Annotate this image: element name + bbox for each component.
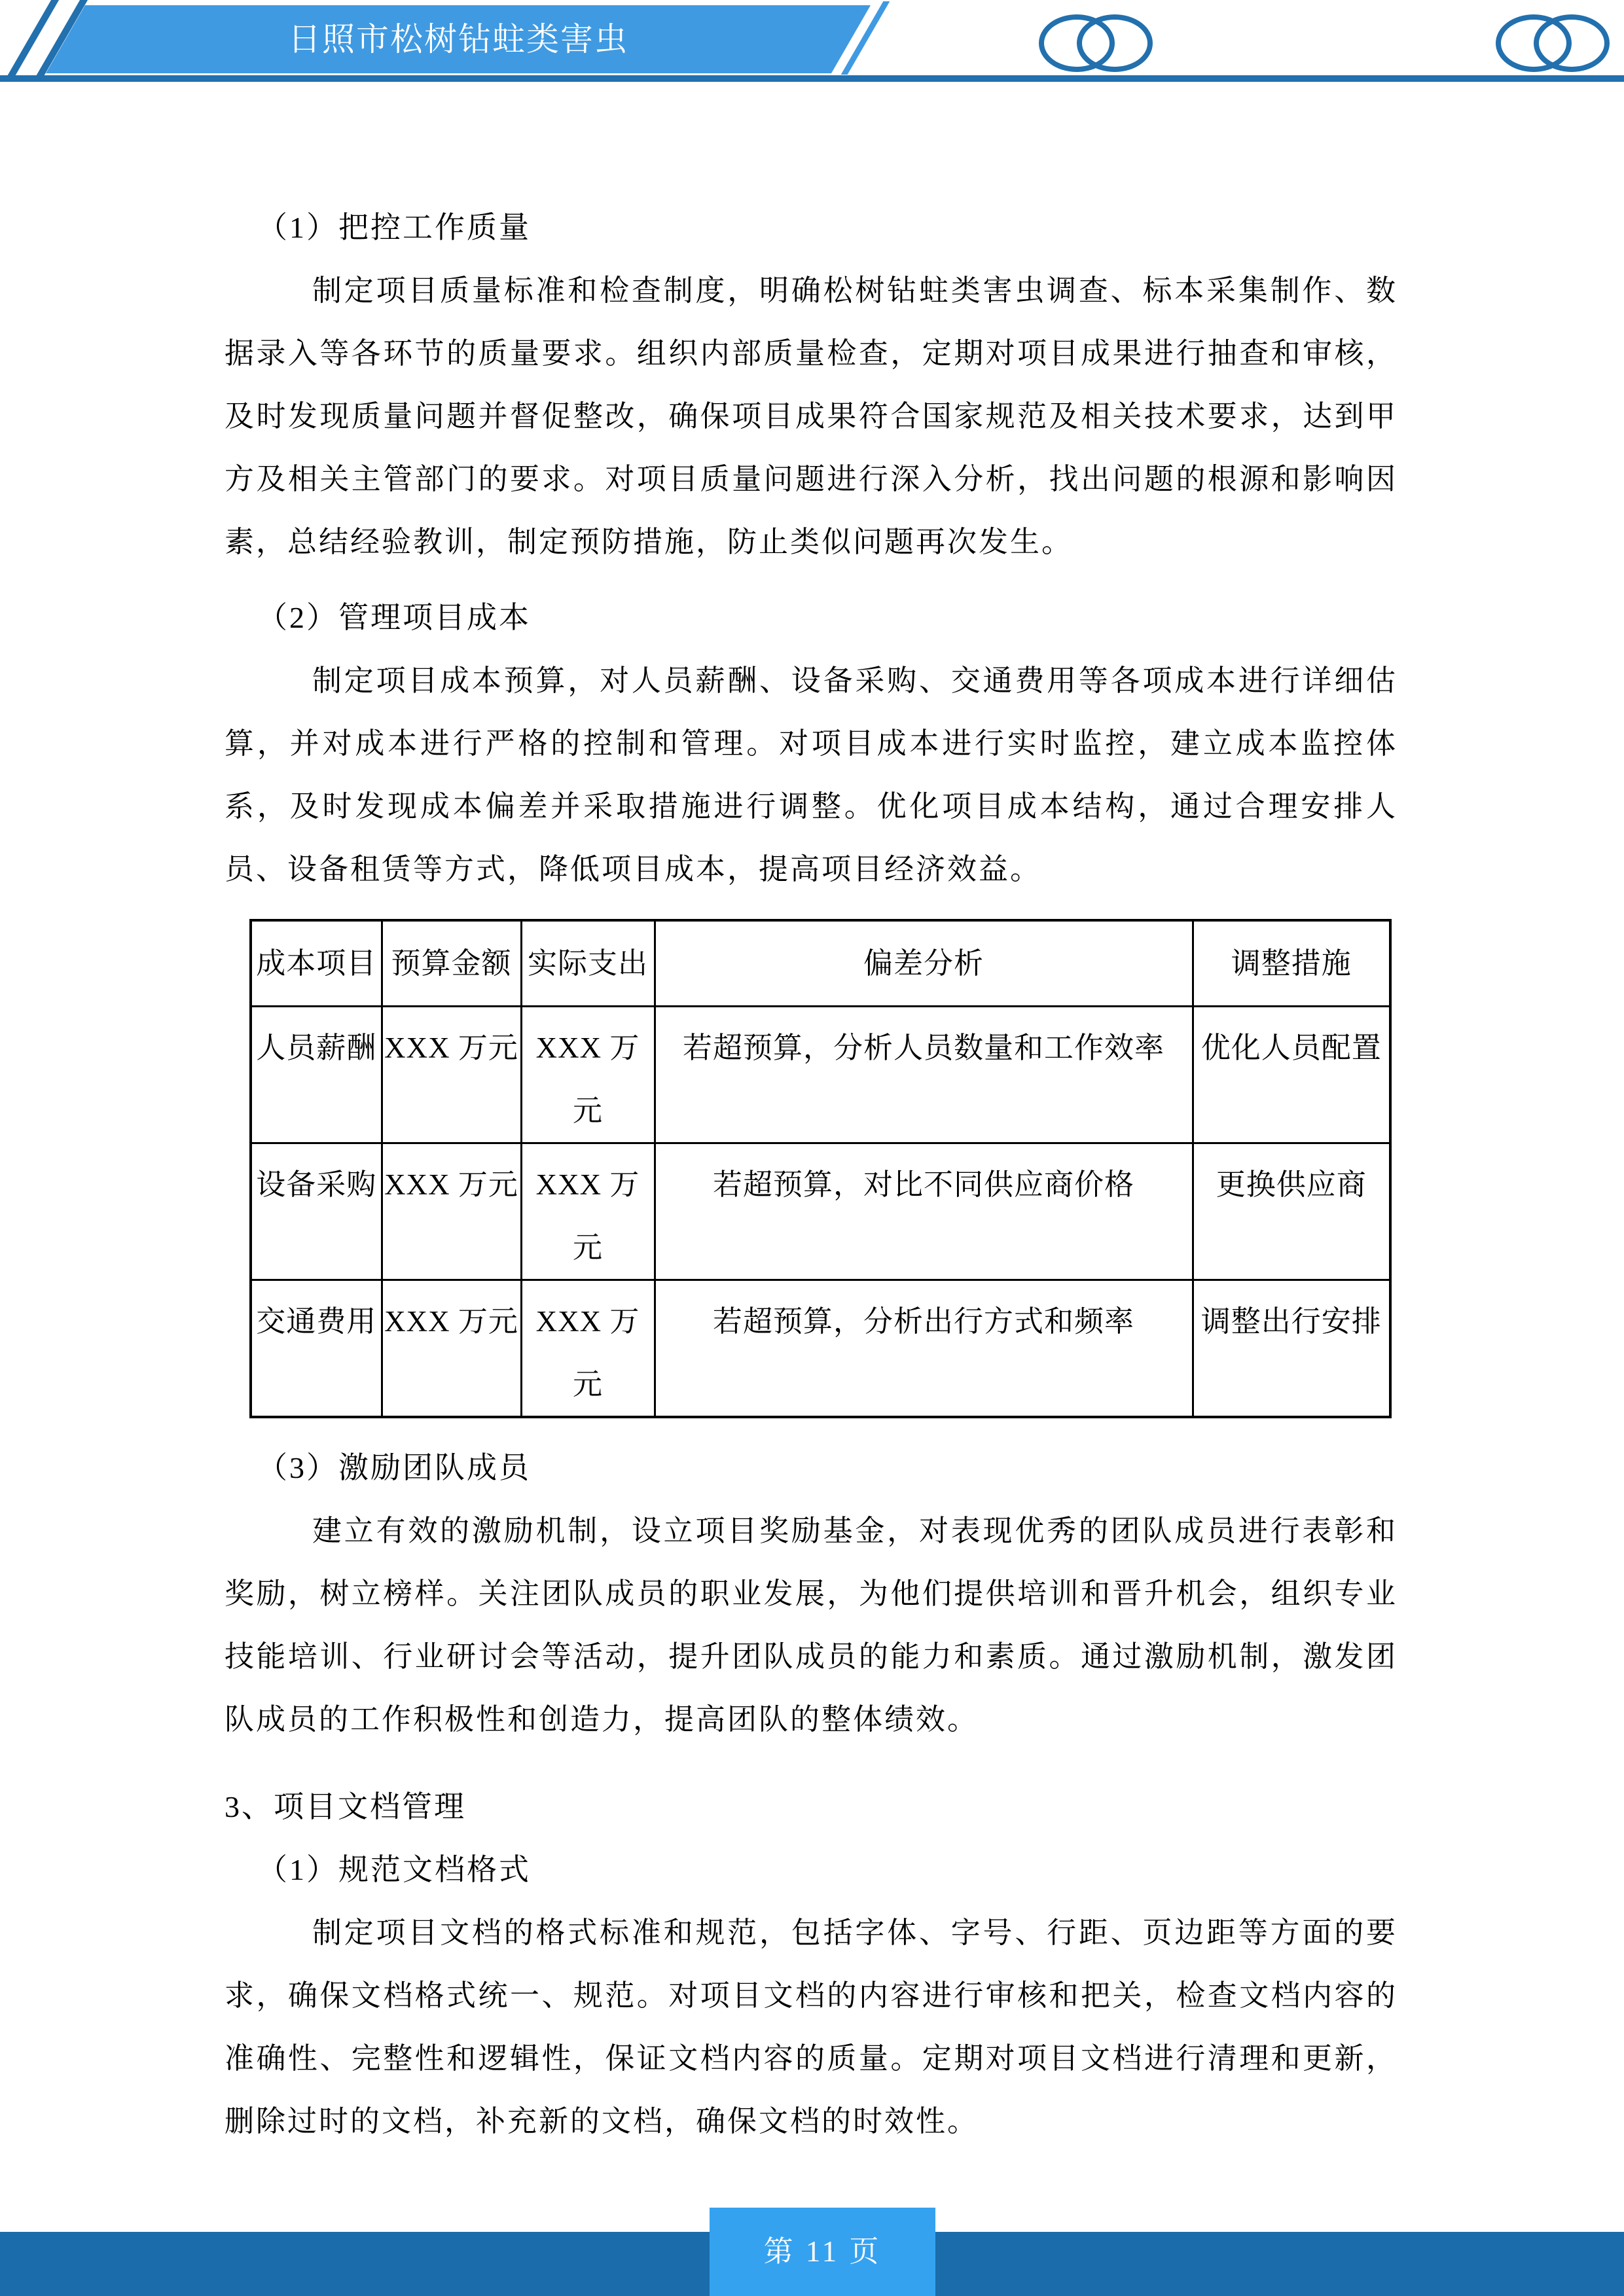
page-number-badge xyxy=(710,2208,935,2296)
section-heading-incentive: （3）激励团队成员 xyxy=(257,1451,531,1484)
table-row xyxy=(251,1143,1390,1280)
table-cell: 调整出行安排 xyxy=(1193,1280,1390,1418)
section-heading-cost: （2）管理项目成本 xyxy=(257,601,531,634)
table-cell: XXX 万元 xyxy=(382,1280,521,1418)
interlocking-rings-icon xyxy=(1496,14,1610,72)
section-heading-quality: （1）把控工作质量 xyxy=(257,211,531,244)
table-header-cell: 预算金额 xyxy=(382,920,521,1007)
table-cell: 若超预算，分析人员数量和工作效率 xyxy=(655,1007,1193,1143)
table-cell: XXX 万元 xyxy=(521,1007,655,1143)
page-number: 第 11 页 xyxy=(763,2235,882,2268)
table-row xyxy=(251,1007,1390,1143)
table-header-cell: 成本项目 xyxy=(251,920,382,1007)
table-cell: XXX 万元 xyxy=(382,1143,521,1280)
section-heading-doc-format: （1）规范文档格式 xyxy=(257,1853,531,1886)
cost-table xyxy=(249,919,1392,1418)
table-cell: 交通费用 xyxy=(251,1280,382,1418)
paragraph-cost: 制定项目成本预算，对人员薪酬、设备采购、交通费用等各项成本进行详细估算，并对成本进行严格的控制和管理。对项目成本进行实时监控，建立成本监控体系，及时发现成本偏差并采取措施进行调整。优化项目成本结构，通过合理安排人员、设备租赁等方式，降低项目成本，提高项目经济效益。 xyxy=(225,664,1398,886)
interlocking-rings-icon xyxy=(1039,14,1153,72)
paragraph-incentive: 建立有效的激励机制，设立项目奖励基金，对表现优秀的团队成员进行表彰和奖励，树立榜样。关注团队成员的职业发展，为他们提供培训和晋升机会，组织专业技能培训、行业研讨会等活动，提升团队成员的能力和素质。通过激励机制，激发团队成员的工作积极性和创造力，提高团队的整体绩效。 xyxy=(225,1515,1398,1736)
table-cell: 若超预算，分析出行方式和频率 xyxy=(655,1280,1193,1418)
table-cell: 优化人员配置 xyxy=(1193,1007,1390,1143)
chapter-heading-doc-management: 3、项目文档管理 xyxy=(225,1790,466,1823)
table-cell: 若超预算，对比不同供应商价格 xyxy=(655,1143,1193,1280)
table-cell: 人员薪酬 xyxy=(251,1007,382,1143)
ring-icon xyxy=(1534,14,1610,72)
table-cell: XXX 万元 xyxy=(521,1280,655,1418)
paragraph-quality: 制定项目质量标准和检查制度，明确松树钻蛀类害虫调查、标本采集制作、数据录入等各环节的质量要求。组织内部质量检查，定期对项目成果进行抽查和审核，及时发现质量问题并督促整改，确保项目成果符合国家规范及相关技术要求，达到甲方及相关主管部门的要求。对项目质量问题进行深入分析，找出问题的根源和影响因素，总结经验教训，制定预防措施，防止类似问题再次发生。 xyxy=(225,274,1398,558)
page-title: 日照市松树钻蛀类害虫 xyxy=(288,21,628,58)
table-header-cell: 调整措施 xyxy=(1193,920,1390,1007)
table-cell: XXX 万元 xyxy=(521,1143,655,1280)
table-row xyxy=(251,1280,1390,1418)
table-cell: 设备采购 xyxy=(251,1143,382,1280)
table-header-cell: 实际支出 xyxy=(521,920,655,1007)
ring-icon xyxy=(1077,14,1153,72)
table-header-row xyxy=(251,920,1390,1007)
document-body xyxy=(225,196,1398,2153)
table-cell: XXX 万元 xyxy=(382,1007,521,1143)
paragraph-doc-format: 制定项目文档的格式标准和规范，包括字体、字号、行距、页边距等方面的要求，确保文档格式统一、规范。对项目文档的内容进行审核和把关，检查文档内容的准确性、完整性和逻辑性，保证文档内容的质量。定期对项目文档进行清理和更新，删除过时的文档，补充新的文档，确保文档的时效性。 xyxy=(225,1916,1398,2138)
table-cell: 更换供应商 xyxy=(1193,1143,1390,1280)
table-header-cell: 偏差分析 xyxy=(655,920,1193,1007)
header-underline xyxy=(0,75,1624,82)
header-banner xyxy=(46,5,871,73)
